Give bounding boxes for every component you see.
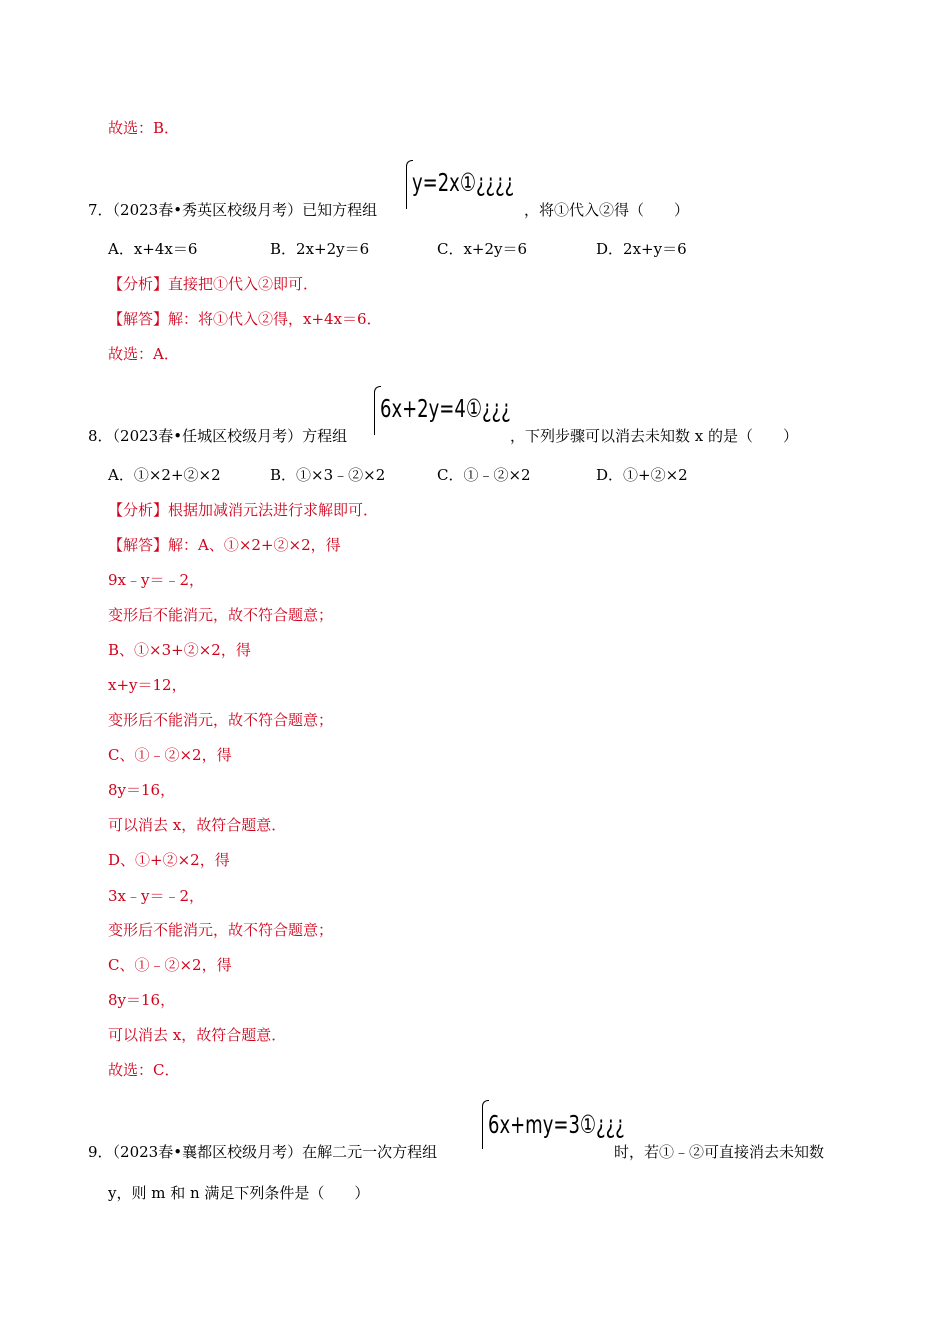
q8-step: C、①﹣②×2，得 — [108, 746, 232, 764]
q8-stem: 8．（2023春•任城区校级月考）方程组 — [88, 427, 348, 445]
q9-stem-end: y，则 m 和 n 满足下列条件是（ ） — [108, 1184, 370, 1202]
q7-stem-end: ，将①代入②得（ ） — [524, 201, 690, 219]
q8-step: 变形后不能消元，故不符合题意； — [108, 711, 334, 729]
q9-stem: 9．（2023春•襄都区校级月考）在解二元一次方程组 — [88, 1143, 438, 1161]
q8-analysis: 【分析】根据加减消元法进行求解即可． — [108, 501, 379, 519]
q8-step: 3x﹣y＝﹣2， — [108, 887, 205, 905]
q8-answer: 【解答】解：A、①×2+②×2，得 — [108, 536, 341, 554]
q9-stem-middle: 时，若①﹣②可直接消去未知数 — [614, 1143, 825, 1161]
q7-answer: 【解答】解：将①代入②得，x+4x＝6． — [108, 310, 382, 328]
q8-step: 8y＝16， — [108, 781, 176, 799]
q7-option-b: B．2x+2y＝6 — [270, 240, 370, 258]
q8-step: 变形后不能消元，故不符合题意； — [108, 921, 334, 939]
q8-step: 可以消去 x，故符合题意． — [108, 1026, 287, 1044]
q7-analysis: 【分析】直接把①代入②即可． — [108, 275, 319, 293]
q8-step: C、①﹣②×2，得 — [108, 956, 232, 974]
q8-step: D、①+②×2，得 — [108, 851, 230, 869]
q8-choice: 故选：C． — [108, 1061, 180, 1079]
q7-choice: 故选：A． — [108, 345, 179, 363]
q7-stem: 7．（2023春•秀英区校级月考）已知方程组 — [88, 201, 378, 219]
q8-step: 8y＝16， — [108, 991, 176, 1009]
q8-equation-system: 6x+2y=4①¿¿¿ — [380, 394, 511, 423]
q8-step: 9x﹣y＝﹣2， — [108, 571, 205, 589]
q7-option-d: D．2x+y＝6 — [596, 240, 687, 258]
q8-step: 可以消去 x，故符合题意． — [108, 816, 287, 834]
q8-option-a: A．①×2+②×2 — [108, 466, 221, 484]
q8-option-c: C．①﹣②×2 — [437, 466, 531, 484]
q7-option-c: C．x+2y＝6 — [437, 240, 528, 258]
q7-option-a: A．x+4x＝6 — [108, 240, 198, 258]
prev-choice: 故选：B． — [108, 119, 180, 137]
q7-equation-system: y=2x①¿¿¿¿ — [412, 168, 515, 197]
q8-option-d: D．①+②×2 — [596, 466, 688, 484]
q8-stem-end: ，下列步骤可以消去未知数 x 的是（ ） — [510, 427, 798, 445]
q8-step: x+y＝12， — [108, 676, 187, 694]
q9-equation-system: 6x+my=3①¿¿¿ — [488, 1110, 625, 1139]
q8-step: 变形后不能消元，故不符合题意； — [108, 606, 334, 624]
q8-option-b: B．①×3﹣②×2 — [270, 466, 386, 484]
q8-step: B、①×3+②×2，得 — [108, 641, 251, 659]
